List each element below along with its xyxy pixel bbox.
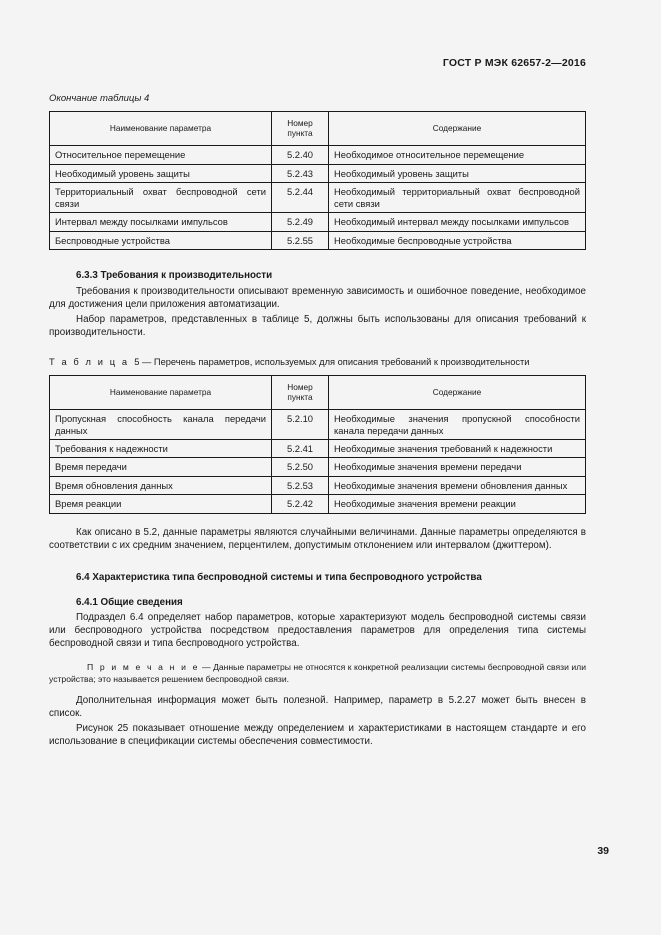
table-row	[50, 231, 586, 249]
table5-caption	[49, 356, 586, 368]
cell-content: Необходимые значения пропускной способности канала передачи данных	[329, 410, 586, 440]
table-row	[50, 213, 586, 231]
cell-content: Необходимые значения требований к надежности	[329, 440, 586, 458]
cell-parameter-name: Время обновления данных	[50, 476, 272, 494]
paragraph-6-4-1-2: Дополнительная информация может быть полезной. Например, параметр в 5.2.27 может быть внесен в список.	[49, 695, 586, 720]
cell-clause-number: 5.2.43	[272, 164, 329, 182]
table-row	[50, 495, 586, 513]
column-header-content: Содержание	[329, 375, 586, 409]
column-header-clause-number: Номер пункта	[272, 111, 329, 145]
cell-parameter-name: Территориальный охват беспроводной сети связи	[50, 183, 272, 213]
cell-parameter-name: Беспроводные устройства	[50, 231, 272, 249]
column-header-clause-number: Номер пункта	[272, 375, 329, 409]
cell-clause-number: 5.2.44	[272, 183, 329, 213]
table-row	[50, 146, 586, 164]
heading-6-4-1: 6.4.1 Общие сведения	[76, 596, 183, 608]
paragraph-6-3-3-2: Набор параметров, представленных в таблице 5, должны быть использованы для описания требований к производительности.	[49, 313, 586, 338]
heading-6-4: 6.4 Характеристика типа беспроводной системы и типа беспроводного устройства	[76, 571, 482, 583]
page-number: 39	[597, 845, 609, 857]
cell-parameter-name: Необходимый уровень защиты	[50, 164, 272, 182]
cell-parameter-name: Относительное перемещение	[50, 146, 272, 164]
cell-clause-number: 5.2.41	[272, 440, 329, 458]
column-header-parameter-name: Наименование параметра	[50, 375, 272, 409]
table-row	[50, 410, 586, 440]
column-header-content: Содержание	[329, 111, 586, 145]
cell-content: Необходимое относительное перемещение	[329, 146, 586, 164]
cell-parameter-name: Интервал между посылками импульсов	[50, 213, 272, 231]
cell-parameter-name: Пропускная способность канала передачи данных	[50, 410, 272, 440]
table-row	[50, 183, 586, 213]
cell-clause-number: 5.2.55	[272, 231, 329, 249]
table-5	[49, 375, 586, 514]
note-label: П р и м е ч а н и е	[87, 662, 200, 673]
page-content	[49, 58, 586, 748]
table4-caption: Окончание таблицы 4	[49, 92, 150, 104]
cell-content: Необходимые значения времени реакции	[329, 495, 586, 513]
cell-clause-number: 5.2.50	[272, 458, 329, 476]
cell-clause-number: 5.2.49	[272, 213, 329, 231]
note-text: — Данные параметры не относятся к конкретной реализации системы беспроводной связи или устройства; это называется решением беспроводной связи.	[49, 662, 586, 684]
table5-caption-label: Т а б л и ц а	[49, 356, 130, 367]
table-row	[50, 458, 586, 476]
cell-parameter-name: Требования к надежности	[50, 440, 272, 458]
paragraph-6-4-1-1: Подраздел 6.4 определяет набор параметров, которые характеризуют модель беспроводной системы связи или беспроводного устройства посредством предоставления параметров для определения типа системы беспроводной связи и типа беспроводного устройства.	[49, 612, 586, 650]
table-header-row	[50, 375, 586, 409]
cell-clause-number: 5.2.53	[272, 476, 329, 494]
cell-content: Необходимые значения времени обновления данных	[329, 476, 586, 494]
table5-caption-text: 5 — Перечень параметров, используемых для описания требований к производительности	[134, 356, 530, 367]
running-header-standard-id: ГОСТ Р МЭК 62657-2—2016	[442, 57, 586, 69]
heading-6-3-3: 6.3.3 Требования к производительности	[76, 269, 273, 281]
table-header-row	[50, 111, 586, 145]
cell-content: Необходимый интервал между посылками импульсов	[329, 213, 586, 231]
cell-content: Необходимый уровень защиты	[329, 164, 586, 182]
cell-content: Необходимые беспроводные устройства	[329, 231, 586, 249]
cell-clause-number: 5.2.40	[272, 146, 329, 164]
table-row	[50, 440, 586, 458]
paragraph-6-3-3-1: Требования к производительности описывают временную зависимость и ошибочное поведение, необходимое для достижения цели приложения автоматизации.	[49, 285, 586, 310]
cell-clause-number: 5.2.42	[272, 495, 329, 513]
cell-content: Необходимые значения времени передачи	[329, 458, 586, 476]
cell-parameter-name: Время реакции	[50, 495, 272, 513]
cell-clause-number: 5.2.10	[272, 410, 329, 440]
table-4	[49, 111, 586, 250]
table-row	[50, 164, 586, 182]
paragraph-after-table5: Как описано в 5.2, данные параметры являются случайными величинами. Данные параметры определяются в соответствии с их средним значением, перцентилем, допустимым отклонением или интервалом (джиттером).	[49, 526, 586, 551]
cell-parameter-name: Время передачи	[50, 458, 272, 476]
paragraph-6-4-1-3: Рисунок 25 показывает отношение между определением и характеристиками в настоящем стандарте и его использование в спецификации системы обеспечения совместимости.	[49, 723, 586, 748]
column-header-parameter-name: Наименование параметра	[50, 111, 272, 145]
cell-content: Необходимый территориальный охват беспроводной сети связи	[329, 183, 586, 213]
table-row	[50, 476, 586, 494]
note-6-4-1	[49, 662, 586, 685]
